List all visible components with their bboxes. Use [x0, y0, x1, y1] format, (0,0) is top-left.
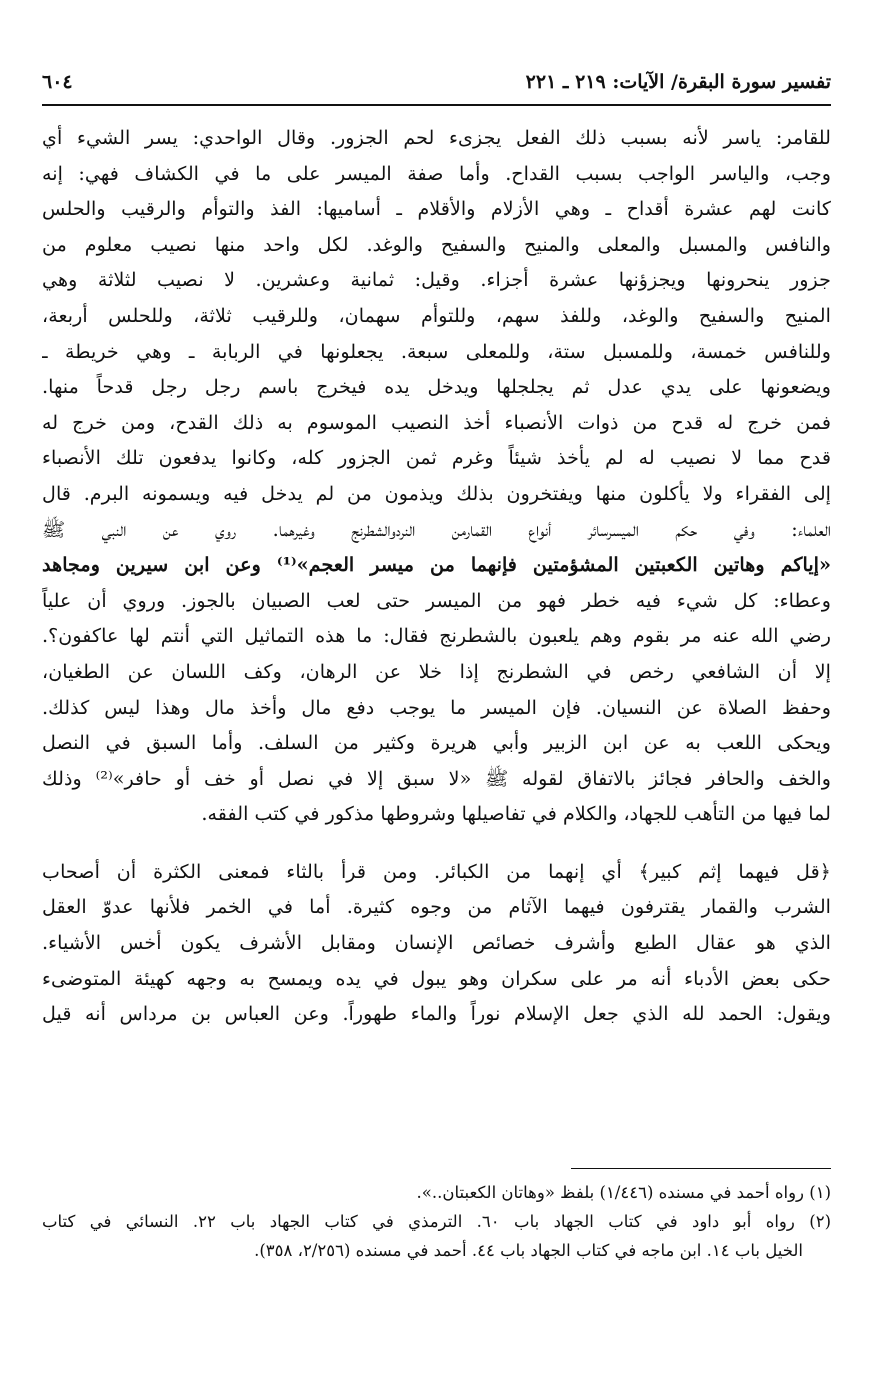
text-line: العلماء: وفي حكم الميسرسائر أنواع القمارمن النردوالشطرنج وغيرهما. روي عن النبي ﷺ [42, 517, 831, 541]
text-line: وجب، والياسر الواجب بسبب القداح. وأما صفة الميسر على ما في الكشاف فهي: إنه [42, 161, 831, 185]
text-line: حكى بعض الأدباء أنه مر على سكران وهو يبول في يده ويمسح به وجهه كهيئة المتوضىء [42, 966, 831, 990]
text-line: ﴿قل فيهما إثم كبير﴾ أي إنهما من الكبائر. ومن قرأ بالثاء فمعنى الكثرة أن أصحاب [42, 859, 831, 883]
text-line: ويقول: الحمد لله الذي جعل الإسلام نوراً والماء طهوراً. وعن العباس بن مرداس أنه قيل [42, 1002, 831, 1026]
running-title: تفسير سورة البقرة/ الآيات: ٢١٩ ـ ٢٢١ [525, 71, 831, 93]
text-line: والنافس والمسبل والمعلى والمنيح والسفيح والوغد. لكل واحد منها نصيب معلوم من [42, 232, 831, 256]
page-header [42, 66, 831, 98]
footnote-2-continued: الخيل باب ١٤. ابن ماجه في كتاب الجهاد باب ٤٤. أحمد في مسنده (٢/٢٥٦، ٣٥٨). [254, 1241, 803, 1260]
paragraph-1 [42, 120, 831, 832]
text-line: وعطاء: كل شيء فيه خطر فهو من الميسر حتى لعب الصبيان بالجوز. وروي أن علياً [42, 588, 831, 612]
text-line: «إياكم وهاتين الكعبتين المشؤمتين فإنهما من ميسر العجم»⁽¹⁾ وعن ابن سيرين ومجاهد [42, 553, 831, 577]
text-line: إلا أن الشافعي رخص في الشطرنج إذا خلا عن الرهان، وكف اللسان عن الطغيان، [42, 659, 831, 683]
text-line: كانت لهم عشرة أقداح ـ وهي الأزلام والأقلام ـ أساميها: الفذ والتوأم والرقيب والحلس [42, 197, 831, 221]
footnote-1: (١) رواه أحمد في مسنده (١/٤٤٦) بلفظ «وهاتان الكعبتان..». [416, 1183, 831, 1202]
text-line: إلى الفقراء ولا يأكلون منها ويفتخرون بذلك ويذمون من لم يدخل فيه ويسمونه البرم. قال [42, 481, 831, 505]
main-text [42, 120, 831, 1032]
text-line: الذي هو عقال الطبع وأشرف خصائص الإنسان ومقابل الأشرف يكون أخس الأشياء. [42, 931, 831, 955]
text-line: وحفظ الصلاة عن النسيان. فإن الميسر ما يوجب دفع مال وأخذ مال وهذا ليس كذلك. [42, 695, 831, 719]
text-line: لما فيها من التأهب للجهاد، والكلام في تفاصيلها وشروطها مذكور في كتب الفقه. [201, 802, 831, 826]
text-line: للقامر: ياسر لأنه بسبب ذلك الفعل يجزىء لحم الجزور. وقال الواحدي: يسر الشيء أي [42, 126, 831, 149]
header-rule [42, 104, 831, 106]
text-line: والخف والحافر فجائز بالاتفاق لقوله ﷺ «لا سبق إلا في نصل أو خف أو حافر»⁽²⁾ وذلك [42, 766, 831, 790]
text-line: رضي الله عنه مر بقوم وهم يلعبون بالشطرنج فقال: ما هذه التماثيل التي أنتم لها عاكفون؟. [42, 624, 831, 648]
text-line: الشرب والقمار يقترفون فيهما الآثام من وجوه كثيرة. أما في الخمر فلأنها عدوّ العقل [42, 895, 831, 919]
text-line: المنيح والسفيح والوغد، وللفذ سهم، وللتوأم سهمان، وللرقيب ثلاثة، وللحلس أربعة، [42, 303, 831, 327]
text-line: ويحكى اللعب به عن ابن الزبير وأبي هريرة وكثير من السلف. وأما السبق في النصل [42, 731, 831, 755]
paragraph-gap [42, 832, 831, 854]
footnotes [42, 1178, 831, 1265]
text-line: فمن خرج له قدح من ذوات الأنصباء أخذ النصيب الموسوم به ذلك القدح، ومن خرج له [42, 410, 831, 434]
text-line: وللنافس خمسة، وللمسبل ستة، وللمعلى سبعة. يجعلونها في الربابة ـ وهي خريطة ـ [42, 339, 831, 363]
footnote-rule [571, 1168, 831, 1169]
text-line: ويضعونها على يدي عدل ثم يجلجلها ويدخل يده فيخرج باسم رجل رجل قدحاً منها. [42, 375, 831, 399]
paragraph-2 [42, 854, 831, 1032]
page-number: ٦٠٤ [42, 71, 73, 93]
footnote-2: (٢) رواه أبو داود في كتاب الجهاد باب ٦٠. الترمذي في كتاب الجهاد باب ٢٢. النسائي في كتاب [42, 1212, 831, 1231]
text-line: جزور ينحرونها ويجزؤنها عشرة أجزاء. وقيل: ثمانية وعشرين. لا نصيب لثلاثة وهي [42, 268, 831, 292]
text-line: قدح مما لا نصيب له لم يأخذ شيئاً وغرم ثمن الجزور كله، وكانوا يدفعون تلك الأنصباء [42, 446, 831, 470]
